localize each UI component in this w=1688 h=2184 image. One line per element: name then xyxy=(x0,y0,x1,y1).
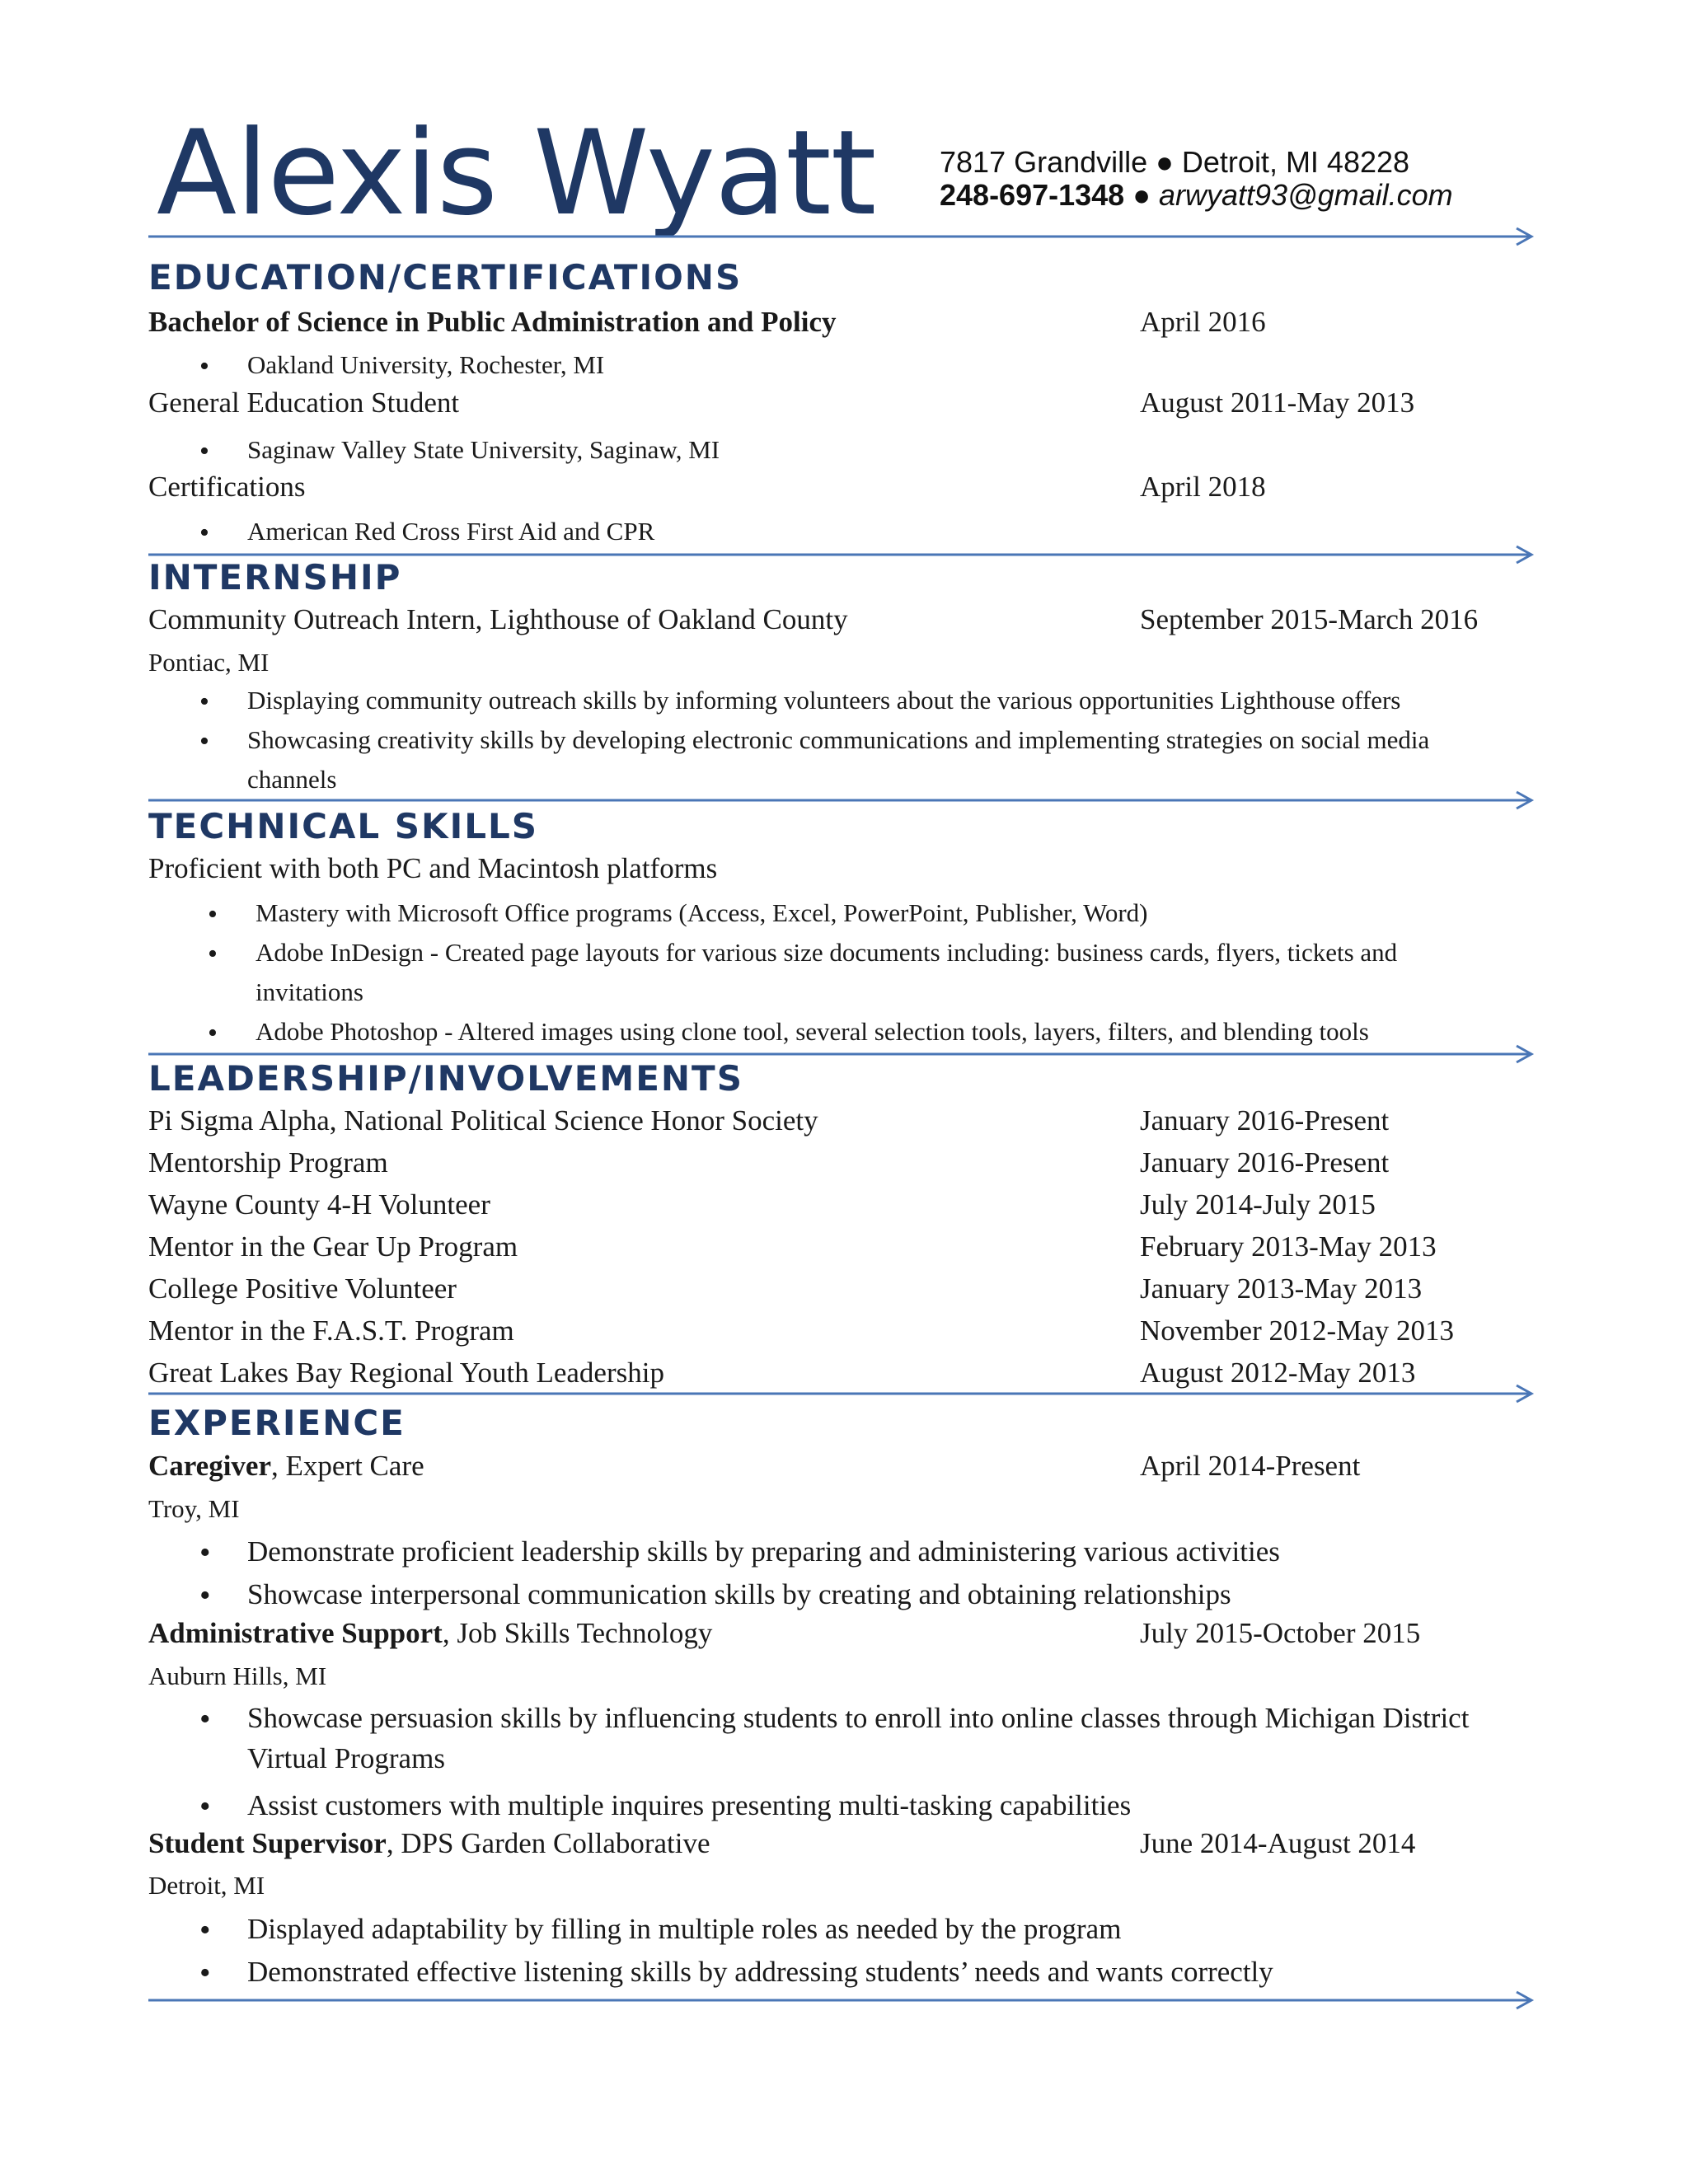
leadership-item: Mentor in the Gear Up Program xyxy=(148,1230,518,1263)
internship-location: Pontiac, MI xyxy=(148,648,270,677)
job-role: Student Supervisor xyxy=(148,1827,387,1859)
job-bullet xyxy=(247,1574,1533,1615)
job-org: , Expert Care xyxy=(271,1450,424,1482)
job-bullet xyxy=(247,1698,1533,1779)
degree-school xyxy=(247,345,1533,385)
leadership-date: January 2013-May 2013 xyxy=(1140,1272,1423,1305)
contact-email[interactable]: arwyatt93@gmail.com xyxy=(1158,178,1453,212)
bullet-text: • American Red Cross First Aid and CPR xyxy=(247,517,655,546)
technical-intro: Proficient with both PC and Macintosh platforms xyxy=(148,852,718,884)
internship-date: September 2015-March 2016 xyxy=(1140,603,1479,635)
bullet-text: • Demonstrate proficient leadership skills by preparing and administering various activities xyxy=(247,1535,1280,1568)
job-title xyxy=(148,1827,710,1860)
degree-date: April 2016 xyxy=(1140,306,1266,338)
job-location: Troy, MI xyxy=(148,1494,240,1523)
bullet-text: • Adobe InDesign - Created page layouts for various size documents including: business cards, flyers, tickets and xyxy=(256,938,1398,967)
applicant-name: Alexis Wyatt xyxy=(157,105,876,241)
leadership-date: July 2014-July 2015 xyxy=(1140,1188,1376,1221)
job-org: , DPS Garden Collaborative xyxy=(386,1827,710,1859)
job-bullet xyxy=(247,1785,1533,1825)
gen-ed-school xyxy=(247,430,1533,470)
contact-phone: 248-697-1348 xyxy=(940,178,1125,212)
bullet-text-continued: Virtual Programs xyxy=(247,1742,445,1774)
bullet-text: • Saginaw Valley State University, Saginaw, MI xyxy=(247,435,720,464)
leadership-item: Mentor in the F.A.S.T. Program xyxy=(148,1315,514,1347)
section-divider-arrow xyxy=(148,226,1535,247)
technical-skills-heading: TECHNICAL SKILLS xyxy=(148,806,538,846)
technical-bullet xyxy=(256,933,1541,1012)
bullet-text: • Adobe Photoshop - Altered images using clone tool, several selection tools, layers, filters, and blending tools xyxy=(256,1017,1369,1046)
job-org: , Job Skills Technology xyxy=(442,1617,713,1649)
leadership-date: August 2012-May 2013 xyxy=(1140,1357,1416,1389)
technical-bullet xyxy=(256,893,1541,933)
leadership-item: Pi Sigma Alpha, National Political Science Honor Society xyxy=(148,1104,818,1137)
job-title xyxy=(148,1617,712,1650)
contact-line xyxy=(940,178,1453,213)
education-heading: EDUCATION/CERTIFICATIONS xyxy=(148,257,743,298)
leadership-date: November 2012-May 2013 xyxy=(1140,1315,1455,1347)
certification-item xyxy=(247,512,1533,551)
bullet-text: • Mastery with Microsoft Office programs (Access, Excel, PowerPoint, Publisher, Word) xyxy=(256,898,1148,927)
gen-ed-title: General Education Student xyxy=(148,387,460,419)
bullet-text: • Showcase persuasion skills by influencing students to enroll into online classes through Michigan District xyxy=(247,1702,1470,1734)
contact-address: 7817 Grandville ● Detroit, MI 48228 xyxy=(940,145,1410,179)
bullet-text: • Oakland University, Rochester, MI xyxy=(247,350,605,379)
leadership-date: January 2016-Present xyxy=(1140,1104,1390,1137)
certifications-date: April 2018 xyxy=(1140,471,1266,503)
bullet-text: • Displayed adaptability by filling in multiple roles as needed by the program xyxy=(247,1913,1122,1945)
leadership-heading: LEADERSHIP/INVOLVEMENTS xyxy=(148,1058,743,1099)
section-divider-arrow xyxy=(148,1990,1535,2011)
leadership-date: February 2013-May 2013 xyxy=(1140,1230,1437,1263)
degree-title: Bachelor of Science in Public Administration and Policy xyxy=(148,306,837,338)
leadership-item: Great Lakes Bay Regional Youth Leadership xyxy=(148,1357,664,1389)
job-role: Administrative Support xyxy=(148,1617,443,1649)
internship-title: Community Outreach Intern, Lighthouse of Oakland County xyxy=(148,603,848,635)
leadership-item: Mentorship Program xyxy=(148,1146,388,1179)
bullet-text: • Showcasing creativity skills by developing electronic communications and implementing strategies on social media xyxy=(247,725,1430,754)
gen-ed-date: August 2011-May 2013 xyxy=(1140,387,1415,419)
internship-heading: INTERNSHIP xyxy=(148,557,402,598)
job-location: Auburn Hills, MI xyxy=(148,1661,327,1690)
contact-separator: ● xyxy=(1132,178,1151,212)
bullet-text: • Showcase interpersonal communication skills by creating and obtaining relationships xyxy=(247,1578,1231,1610)
job-bullet xyxy=(247,1531,1533,1572)
job-location: Detroit, MI xyxy=(148,1871,265,1900)
job-date: June 2014-August 2014 xyxy=(1140,1827,1416,1859)
internship-bullet xyxy=(247,720,1533,799)
bullet-text-continued: invitations xyxy=(256,977,363,1007)
job-role: Caregiver xyxy=(148,1450,272,1482)
technical-bullet xyxy=(256,1012,1541,1052)
certifications-title: Certifications xyxy=(148,471,306,503)
bullet-text: • Demonstrated effective listening skills by addressing students’ needs and wants correctly xyxy=(247,1956,1273,1988)
leadership-item: College Positive Volunteer xyxy=(148,1272,457,1305)
internship-bullet xyxy=(247,681,1533,720)
leadership-date: January 2016-Present xyxy=(1140,1146,1390,1179)
job-date: April 2014-Present xyxy=(1140,1450,1361,1482)
job-bullet xyxy=(247,1952,1533,1992)
experience-heading: EXPERIENCE xyxy=(148,1403,406,1443)
bullet-text-continued: channels xyxy=(247,765,337,794)
job-title xyxy=(148,1450,424,1483)
job-date: July 2015-October 2015 xyxy=(1140,1617,1421,1649)
bullet-text: • Displaying community outreach skills by informing volunteers about the various opportunities Lighthouse offers xyxy=(247,686,1401,715)
bullet-text: • Assist customers with multiple inquires presenting multi-tasking capabilities xyxy=(247,1789,1132,1821)
job-bullet xyxy=(247,1909,1533,1949)
leadership-item: Wayne County 4-H Volunteer xyxy=(148,1188,490,1221)
